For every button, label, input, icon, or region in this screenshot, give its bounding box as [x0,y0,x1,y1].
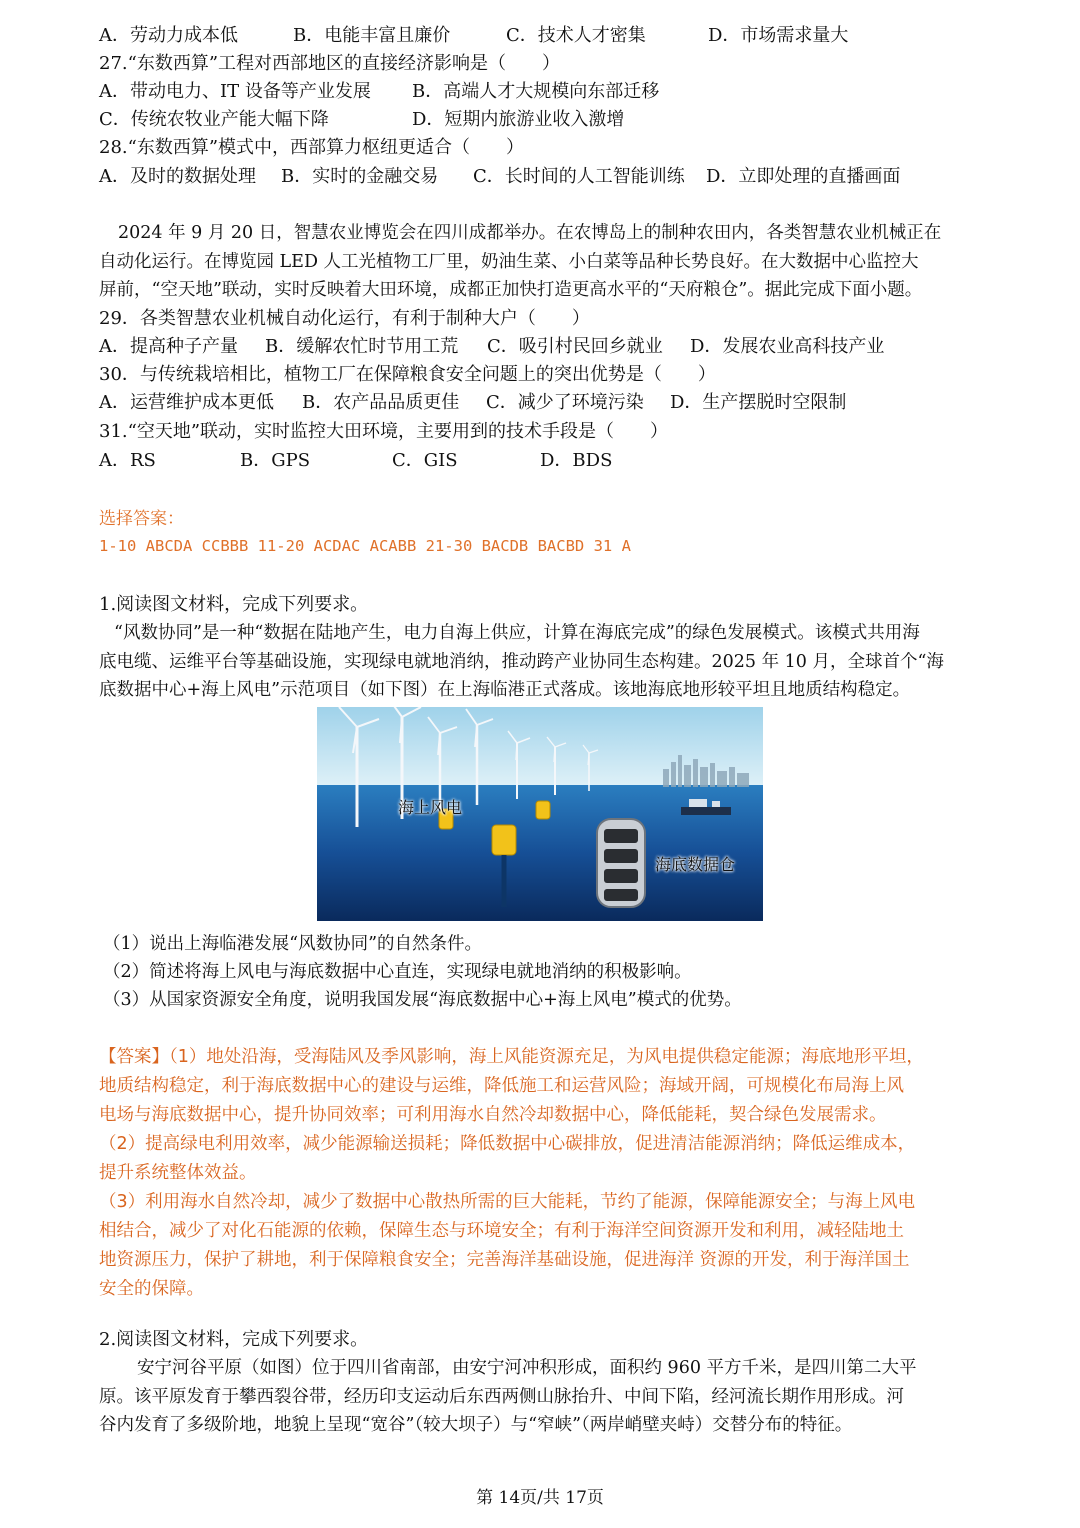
q31-option-a: A．RS [99,450,156,471]
s1-question-2: （2）简述将海上风电与海底数据中心直连，实现绿电就地消纳的积极影响。 [103,962,692,982]
page-footer: 第 14页/共 17页 [476,1488,604,1508]
q27-option-d: D．短期内旅游业收入激增 [412,109,625,130]
q26-option-c: C．技术人才密集 [506,25,646,46]
q31-options [99,447,612,475]
q27-options-row1 [99,78,659,106]
s1-passage-line: 底电缆、运维平台等基础设施，实现绿电就地消纳，推动跨产业协同生态构建。2025 年 10 月，全球首个“海 [99,651,944,672]
q29-option-c: C．吸引村民回乡就业 [487,336,663,357]
q27-option-c: C．传统农牧业产能大幅下降 [99,109,329,130]
s2-passage-line: 谷内发育了多级阶地，地貌上呈现“宽谷”（较大坝子）与“窄峡”（两岸峭壁夹峙）交替分布的特征。 [99,1415,853,1435]
choice-answers-text: 1-10 ABCDA CCBBB 11-20 ACDAC ACABB 21-30 BACDB BACBD 31 A [99,537,631,555]
s1-answer-line: 提升系统整体效益。 [99,1163,257,1183]
figure-illustration [317,707,763,921]
q30-option-c: C．减少了环境污染 [486,392,644,413]
s2-heading: 2.阅读图文材料，完成下列要求。 [99,1329,369,1350]
q30-option-a: A．运营维护成本更低 [99,392,274,413]
q29-option-a: A．提高种子产量 [99,336,238,357]
s1-answer-line: 地资源压力，保护了耕地，利于保障粮食安全；完善海洋基础设施，促进海洋 资源的开发，利于海洋国土 [99,1250,910,1270]
s1-answer-line: 电场与海底数据中心，提升协同效率；可利用海水自然冷却数据中心，降低能耗，契合绿色发展需求。 [99,1105,887,1125]
agri-passage-line: 屏前，“空天地”联动，实时反映着大田环境，成都正加快打造更高水平的“天府粮仓”。据此完成下面小题。 [99,280,923,300]
s1-answer-line: （2）提高绿电利用效率，减少能源输送损耗；降低数据中心碳排放，促进清洁能源消纳；降低运维成本， [99,1134,916,1154]
q30-options [99,389,846,417]
agri-passage [99,219,983,305]
q28-stem: 28.“东数西算”模式中，西部算力枢纽更适合（ ） [99,137,525,158]
q27-option-a: A．带动电力、IT 设备等产业发展 [99,81,371,102]
q30-option-b: B．农产品品质更佳 [302,392,460,413]
q27-options-row2 [99,106,624,134]
subsea-datacenter-icon [597,819,645,907]
q30-option-d: D．生产摆脱时空限制 [670,392,847,413]
s1-answer [99,1043,983,1304]
q29-options [99,333,884,361]
s1-question-3: （3）从国家资源安全角度，说明我国发展“海底数据中心+海上风电”模式的优势。 [103,990,742,1010]
q29-stem: 29．各类智慧农业机械自动化运行，有利于制种大户（ ） [99,308,590,329]
s2-passage [99,1354,983,1440]
q28-option-c: C．长时间的人工智能训练 [473,166,685,187]
agri-passage-line: 2024 年 9 月 20 日，智慧农业博览会在四川成都举办。在农博岛上的制种农田内，各类智慧农业机械正在 [118,223,942,243]
figure-label-datacenter: 海底数据仓 [655,855,736,874]
q31-option-c: C．GIS [392,450,458,471]
q28-options [99,163,900,191]
q29-option-d: D．发展农业高科技产业 [690,336,885,357]
q28-option-a: A．及时的数据处理 [99,166,256,187]
s1-heading: 1.阅读图文材料，完成下列要求。 [99,594,369,615]
s1-passage-line: 底数据中心+海上风电”示范项目（如下图）在上海临港正式落成。该地海底地形较平坦且地质结构稳定。 [99,680,911,700]
q27-option-b: B．高端人才大规模向东部迁移 [412,81,660,102]
s1-passage [99,619,983,705]
figure-label-wind: 海上风电 [398,798,463,817]
s1-answer-line: （3）利用海水自然冷却，减少了数据中心散热所需的巨大能耗，节约了能源，保障能源安全；与海上风电 [99,1192,916,1212]
q27-stem: 27.“东数西算”工程对西部地区的直接经济影响是（ ） [99,53,561,74]
q26-option-b: B．电能丰富且廉价 [293,25,451,46]
s2-passage-line: 原。该平原发育于攀西裂谷带，经历印支运动后东西两侧山脉抬升、中间下陷，经河流长期作用形成。河 [99,1386,904,1407]
q31-stem: 31.“空天地”联动，实时监控大田环境，主要用到的技术手段是（ ） [99,421,669,442]
q31-option-b: B．GPS [240,450,311,471]
s1-question-1: （1）说出上海临港发展“风数协同”的自然条件。 [103,934,483,954]
q26-options [99,22,848,50]
offshore-wind-datacenter-figure [317,707,763,921]
s1-answer-line: 安全的保障。 [99,1279,204,1299]
s1-passage-line: “风数协同”是一种“数据在陆地产生，电力自海上供应，计算在海底完成”的绿色发展模式。该模式共用海 [114,623,920,643]
q28-option-d: D．立即处理的直播画面 [706,166,901,187]
q26-option-d: D．市场需求量大 [708,25,849,46]
q31-option-d: D．BDS [540,450,613,471]
q26-option-a: A．劳动力成本低 [99,25,238,46]
s2-passage-line: 安宁河谷平原（如图）位于四川省南部，由安宁河冲积形成，面积约 960 平方千米，是四川第二大平 [137,1358,917,1378]
q29-option-b: B．缓解农忙时节用工荒 [265,336,459,357]
s1-answer-line: 【答案】（1）地处沿海，受海陆风及季风影响，海上风能资源充足，为风电提供稳定能源；海底地形平坦， [99,1047,924,1067]
q28-option-b: B．实时的金融交易 [281,166,439,187]
choice-answers-title: 选择答案： [99,509,184,529]
s1-answer-line: 地质结构稳定，利于海底数据中心的建设与运维，降低施工和运营风险；海域开阔，可规模化布局海上风 [99,1076,904,1096]
s1-answer-line: 相结合，减少了对化石能源的依赖，保障生态与环境安全；有利于海洋空间资源开发和利用，减轻陆地土 [99,1221,904,1241]
q30-stem: 30．与传统栽培相比，植物工厂在保障粮食安全问题上的突出优势是（ ） [99,364,716,385]
agri-passage-line: 自动化运行。在博览园 LED 人工光植物工厂里，奶油生菜、小白菜等品种长势良好。在大数据中心监控大 [99,251,919,272]
